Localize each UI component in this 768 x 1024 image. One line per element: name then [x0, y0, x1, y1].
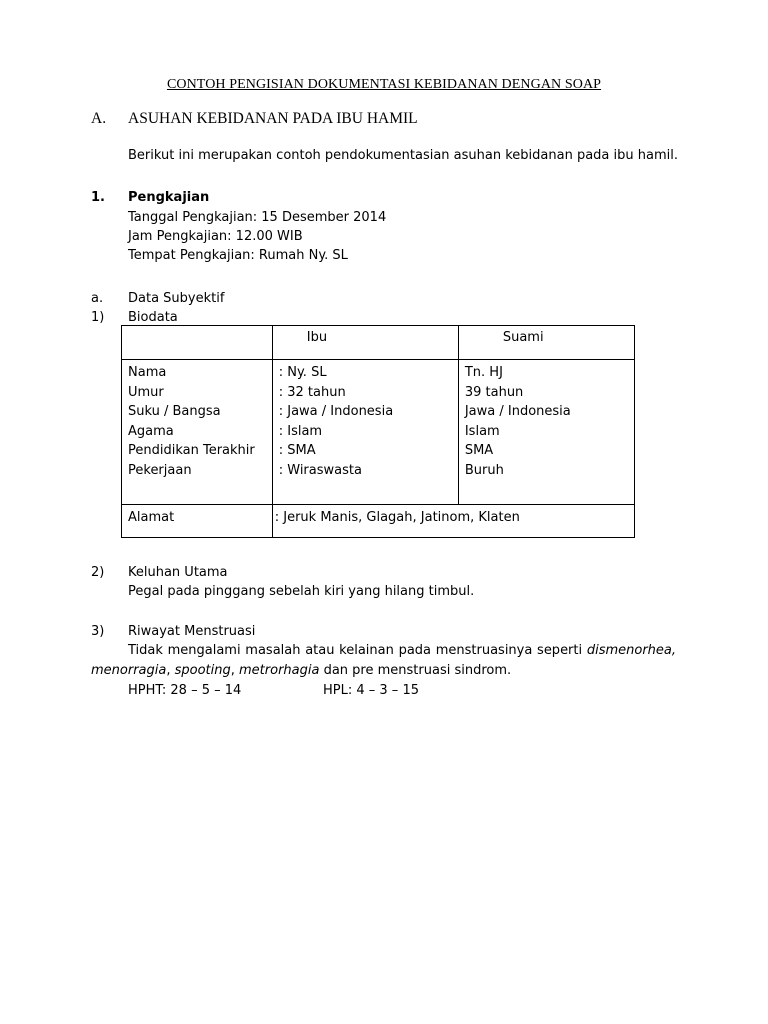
ibu-value: : Ny. SL [278, 365, 327, 380]
table-header-row [122, 326, 635, 360]
field-labels-cell [122, 360, 273, 505]
suami-value: Islam [464, 423, 500, 439]
document-title: CONTOH PENGISIAN DOKUMENTASI KEBIDANAN DENGAN SOAP [166, 77, 602, 92]
address-value-cell [272, 505, 634, 538]
tanggal-pengkajian: Tanggal Pengkajian: 15 Desember 2014 [128, 210, 387, 225]
header-empty-cell [122, 326, 273, 360]
term-dismenorhea: dismenorhea, [586, 643, 676, 658]
header-suami-cell [458, 326, 634, 360]
field-label: Pekerjaan [128, 462, 192, 478]
field-label: Pendidikan Terakhir [128, 443, 255, 458]
ibu-values-cell [272, 360, 458, 505]
section-1-heading: Pengkajian [128, 190, 210, 205]
field-label: Nama [128, 365, 167, 380]
field-label: Agama [128, 423, 174, 439]
section-a-heading: ASUHAN KEBIDANAN PADA IBU HAMIL [128, 110, 418, 127]
field-label: Suku / Bangsa [128, 404, 221, 419]
menstruasi-text: Tidak mengalami masalah atau kelainan pada menstruasinya seperti [128, 643, 587, 658]
hpl: HPL: 4 – 3 – 15 [323, 683, 419, 698]
suami-value: Tn. HJ [464, 365, 503, 380]
menstruasi-line-1 [91, 641, 676, 661]
address-row [122, 505, 635, 538]
section-1-number: 1. [91, 190, 105, 205]
hpht: HPHT: 28 – 5 – 14 [128, 683, 242, 698]
suami-value: SMA [464, 443, 494, 458]
header-ibu-cell [272, 326, 458, 360]
menstruasi-line-2 [91, 661, 676, 681]
keluhan-label: Keluhan Utama [128, 565, 228, 580]
menstruasi-number: 3) [91, 624, 105, 639]
term-spooting: spooting [174, 662, 231, 678]
tempat-pengkajian: Tempat Pengkajian: Rumah Ny. SL [128, 248, 348, 263]
menstruasi-label: Riwayat Menstruasi [128, 624, 256, 639]
ibu-value: : 32 tahun [278, 384, 346, 400]
address-value: : Jeruk Manis, Glagah, Jatinom, Klaten [274, 510, 520, 525]
separator: , [230, 662, 240, 678]
term-menorragia: menorragia [91, 662, 167, 678]
address-label: Alamat [128, 510, 175, 525]
separator: , [166, 662, 175, 678]
keluhan-number: 2) [91, 565, 105, 580]
header-suami: Suami [502, 330, 544, 345]
suami-values-cell [458, 360, 634, 505]
data-subyektif-number: a. [91, 291, 104, 306]
suami-value: Buruh [464, 462, 504, 478]
ibu-value: : Islam [278, 423, 323, 439]
menstruasi-paragraph [91, 641, 676, 680]
section-a-intro: Berikut ini merupakan contoh pendokumentasian asuhan kebidanan pada ibu hamil. [128, 148, 678, 163]
biodata-table [121, 325, 635, 538]
suami-value: 39 tahun [464, 384, 524, 400]
ibu-value: : Jawa / Indonesia [278, 404, 394, 419]
header-ibu: Ibu [306, 330, 328, 345]
biodata-label: Biodata [128, 310, 178, 325]
ibu-value: : SMA [278, 443, 316, 458]
section-a-number: A. [91, 110, 107, 127]
field-label: Umur [128, 384, 164, 400]
data-subyektif-label: Data Subyektif [128, 291, 225, 306]
address-label-cell [122, 505, 273, 538]
biodata-number: 1) [91, 310, 105, 325]
table-row [122, 360, 635, 505]
jam-pengkajian: Jam Pengkajian: 12.00 WIB [128, 229, 303, 244]
term-metrorhagia: metrorhagia [239, 662, 320, 678]
suami-value: Jawa / Indonesia [464, 404, 571, 419]
menstruasi-tail: dan pre menstruasi sindrom. [319, 662, 512, 678]
keluhan-text: Pegal pada pinggang sebelah kiri yang hilang timbul. [128, 584, 475, 599]
ibu-value: : Wiraswasta [278, 462, 362, 478]
